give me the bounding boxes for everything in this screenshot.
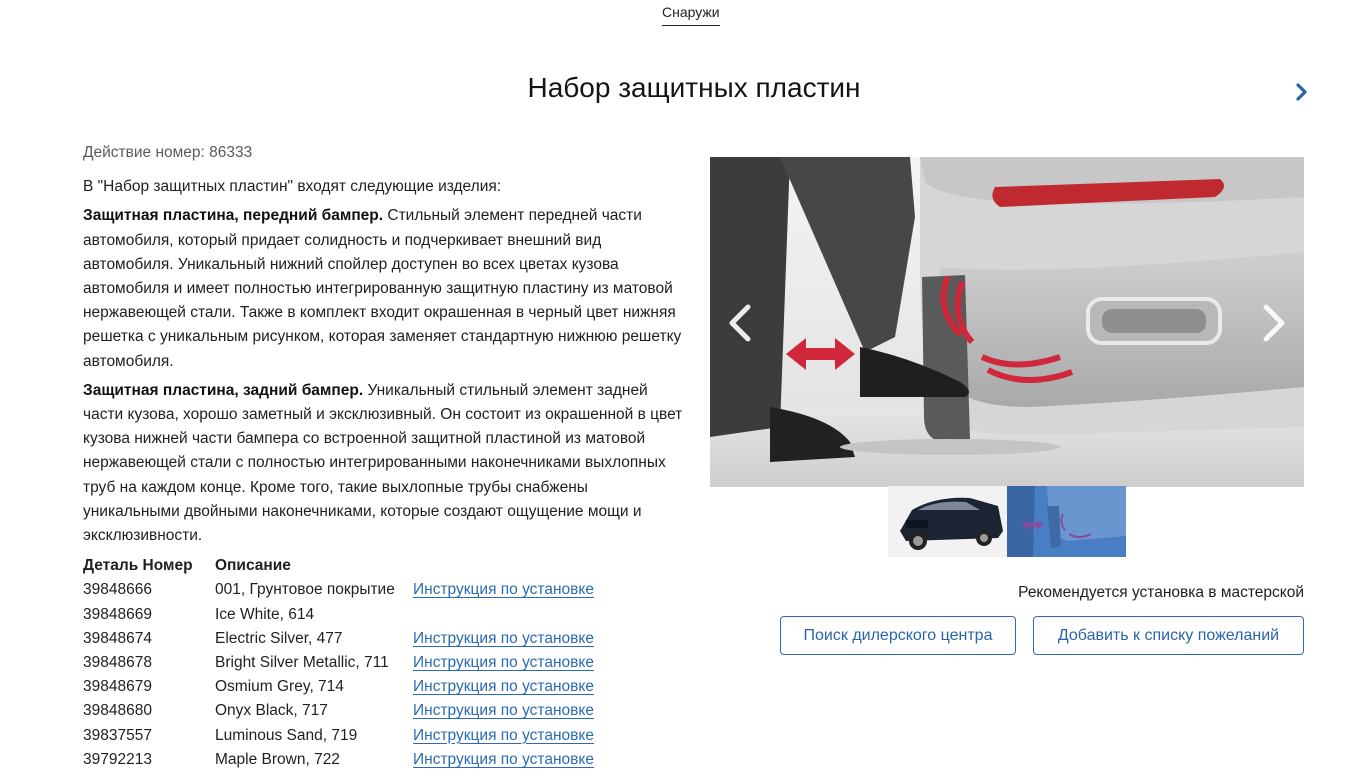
part-description: 001, Грунтовое покрытие [215,581,395,599]
workshop-recommendation: Рекомендуется установка в мастерской [1018,584,1304,601]
part-number: 39848666 [83,581,152,599]
part-description: Onyx Black, 717 [215,702,328,720]
part-number: 39848680 [83,702,152,720]
header-description: Описание [215,557,291,575]
part-number: 39848674 [83,629,152,647]
action-number: Действие номер: 86333 [83,144,253,161]
part-number: 39848678 [83,654,152,672]
description-column [83,141,683,772]
install-instructions-link[interactable]: Инструкция по установке [413,678,594,696]
part-description: Bright Silver Metallic, 711 [215,654,389,672]
item-text: Уникальный стильный элемент задней части кузова, хорошо заметный и эксклюзивный. Он состоит из окрашенной в цвет кузова нижней части бампера со встроенной защитной пластиной из матовой нержавеющей стали с полностью интегрированными наконечниками выхлопных труб на каждом конце. Кроме того, такие выхлопные трубы снабжены уникальными двойными наконечниками, которые создают ощущение мощи и эксклюзивности. [83,381,683,545]
install-instructions-link[interactable]: Инструкция по установке [413,629,594,647]
gallery-thumbnails [888,486,1126,557]
install-instructions-link[interactable]: Инструкция по установке [413,726,594,744]
table-row [83,748,683,772]
install-instructions-link[interactable]: Инструкция по установке [413,702,594,720]
part-description: Electric Silver, 477 [215,629,343,647]
part-description: Osmium Grey, 714 [215,678,344,696]
install-instructions-link[interactable]: Инструкция по установке [413,654,594,672]
install-instructions-link[interactable]: Инструкция по установке [413,581,594,599]
item-rear-plate [83,379,683,548]
table-row [83,699,683,723]
table-row [83,578,683,602]
thumbnail-car-front[interactable] [888,486,1007,557]
find-dealer-button[interactable]: Поиск дилерского центра [780,616,1016,655]
hero-image [710,157,1304,487]
item-name: Защитная пластина, задний бампер. [83,381,364,399]
page-title: Набор защитных пластин [527,72,861,103]
item-name: Защитная пластина, передний бампер. [83,207,384,225]
install-instructions-link[interactable]: Инструкция по установке [413,750,594,768]
table-row [83,724,683,748]
table-row [83,627,683,651]
parts-table-header [83,554,683,578]
part-number: 39837557 [83,726,152,744]
thumbnail-rear-bumper[interactable] [1007,486,1126,557]
part-description: Maple Brown, 722 [215,750,340,768]
item-front-plate [83,204,683,373]
table-row [83,651,683,675]
header-part-number: Деталь Номер [83,557,193,575]
item-text: Стильный элемент передней части автомобиля, который придает солидность и подчеркивает внешний вид автомобиля. Уникальный нижний спойлер доступен во всех цветах кузова автомобиля и имеет полностью интегрированную защитную пластину из матовой нержавеющей стали. Также в комплект входит окрашенная в черный цвет нижняя решетка с уникальным рисунком, которая заменяет стандартную нижнюю решетку автомобиля. [83,207,682,370]
part-number: 39848669 [83,605,152,623]
add-to-wishlist-button[interactable]: Добавить к списку пожеланий [1033,616,1304,655]
part-description: Luminous Sand, 719 [215,726,358,744]
part-number: 39848679 [83,678,152,696]
table-row [83,603,683,627]
tab-outside[interactable]: Снаружи [662,4,720,26]
kit-intro: В "Набор защитных пластин" входят следующие изделия: [83,178,502,196]
part-description: Ice White, 614 [215,605,315,623]
part-number: 39792213 [83,750,152,768]
next-accessory-chevron-icon[interactable] [1293,82,1311,102]
table-row [83,675,683,699]
